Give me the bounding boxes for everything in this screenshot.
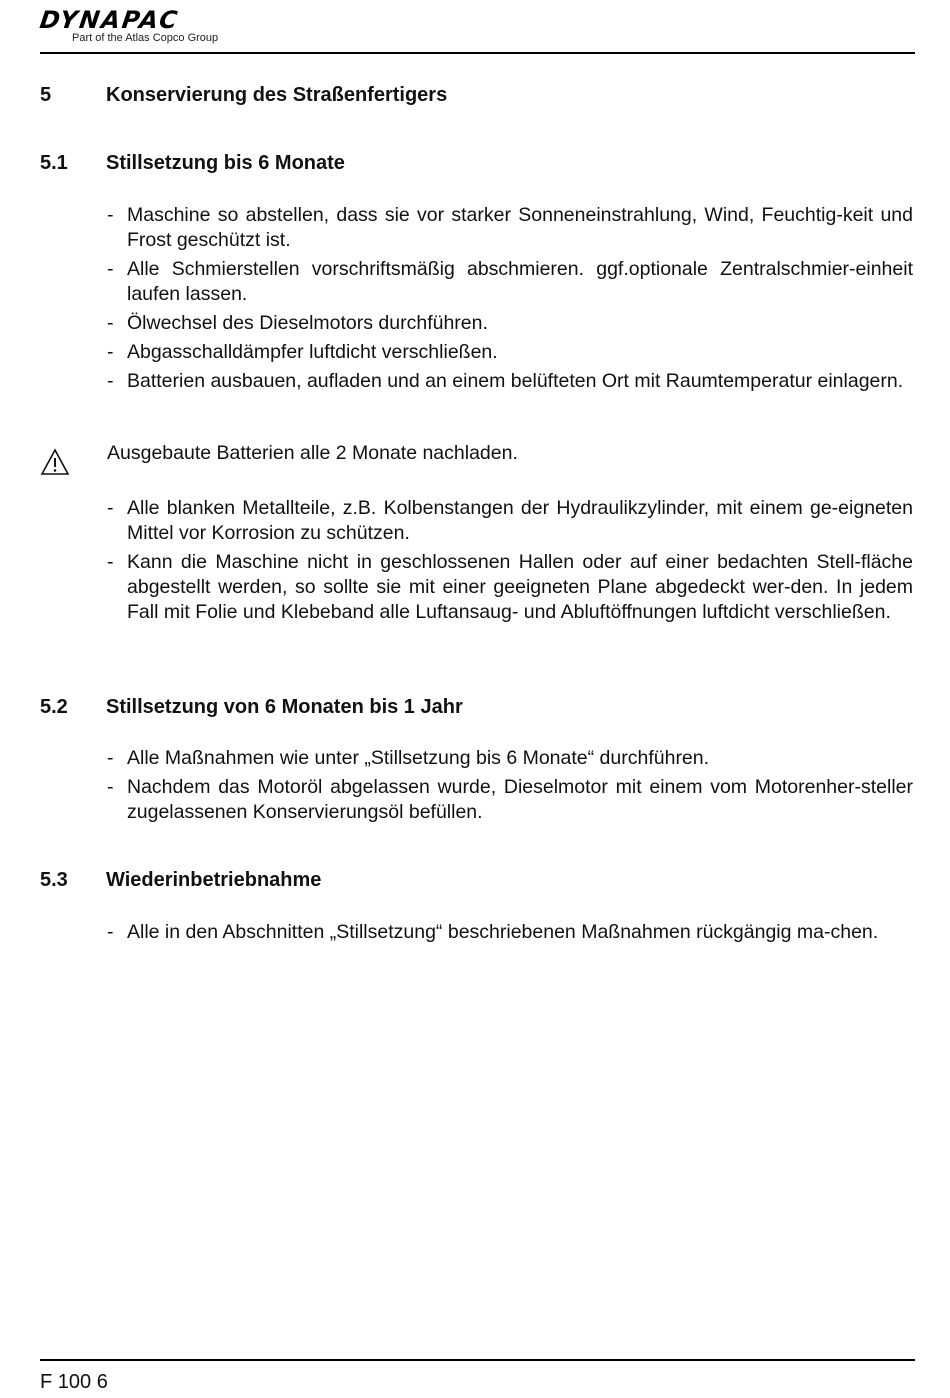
- section-5-1-list-b: [107, 496, 913, 629]
- list-item: - Abgasschalldämpfer luftdicht verschließen.: [107, 341, 498, 363]
- document-code: F 100 6: [40, 1371, 108, 1393]
- footer-divider: [40, 1359, 915, 1361]
- warning-triangle-icon: [40, 448, 70, 476]
- section-number: 5.3: [40, 869, 68, 891]
- dynapac-logo: DYNAPAC: [38, 6, 181, 34]
- list-item: - Alle Schmierstellen vorschriftsmäßig abschmieren. ggf.optionale Zentralschmier-einheit laufen lassen.: [107, 258, 913, 305]
- list-item: - Alle in den Abschnitten „Stillsetzung“ beschriebenen Maßnahmen rückgängig ma-chen.: [107, 921, 879, 943]
- list-item: - Nachdem das Motoröl abgelassen wurde, Dieselmotor mit einem vom Motorenher-steller zugelassenen Konservierungsöl befüllen.: [107, 776, 913, 823]
- list-item: - Alle Maßnahmen wie unter „Stillsetzung bis 6 Monate“ durchführen.: [107, 747, 710, 769]
- brand-tagline: Part of the Atlas Copco Group: [72, 32, 219, 44]
- warning-text: Ausgebaute Batterien alle 2 Monate nachladen.: [107, 442, 518, 464]
- page-header: [40, 6, 915, 52]
- list-item: - Alle blanken Metallteile, z.B. Kolbenstangen der Hydraulikzylinder, mit einem ge-eigneten Mittel vor Korrosion zu schützen.: [107, 497, 913, 544]
- section-title: Konservierung des Straßenfertigers: [106, 84, 448, 106]
- section-number: 5.1: [40, 152, 68, 174]
- list-item: - Maschine so abstellen, dass sie vor starker Sonneneinstrahlung, Wind, Feuchtig-keit und Frost geschützt ist.: [107, 204, 913, 251]
- section-5-2-list: [107, 746, 913, 829]
- section-number: 5: [40, 84, 52, 106]
- header-divider: [40, 52, 915, 54]
- section-title: Stillsetzung bis 6 Monate: [106, 152, 345, 174]
- section-title: Wiederinbetriebnahme: [106, 869, 322, 891]
- warning-note: [40, 442, 915, 478]
- list-item: - Kann die Maschine nicht in geschlossenen Hallen oder auf einer bedachten Stell-fläche abgestellt werden, so sollte sie mit einer geeigneten Plane abgedeckt wer-den. In jedem Fall mit Folie und Klebeband alle Luftansaug- und Abluftöffnungen luftdicht verschließen.: [107, 551, 913, 623]
- section-5-3-list: [107, 920, 913, 949]
- section-title: Stillsetzung von 6 Monaten bis 1 Jahr: [106, 696, 463, 718]
- section-number: 5.2: [40, 696, 68, 718]
- list-item: - Ölwechsel des Dieselmotors durchführen.: [107, 312, 488, 334]
- section-5-1-list-a: [107, 203, 913, 398]
- list-item: - Batterien ausbauen, aufladen und an einem belüfteten Ort mit Raumtemperatur einlagern.: [107, 370, 904, 392]
